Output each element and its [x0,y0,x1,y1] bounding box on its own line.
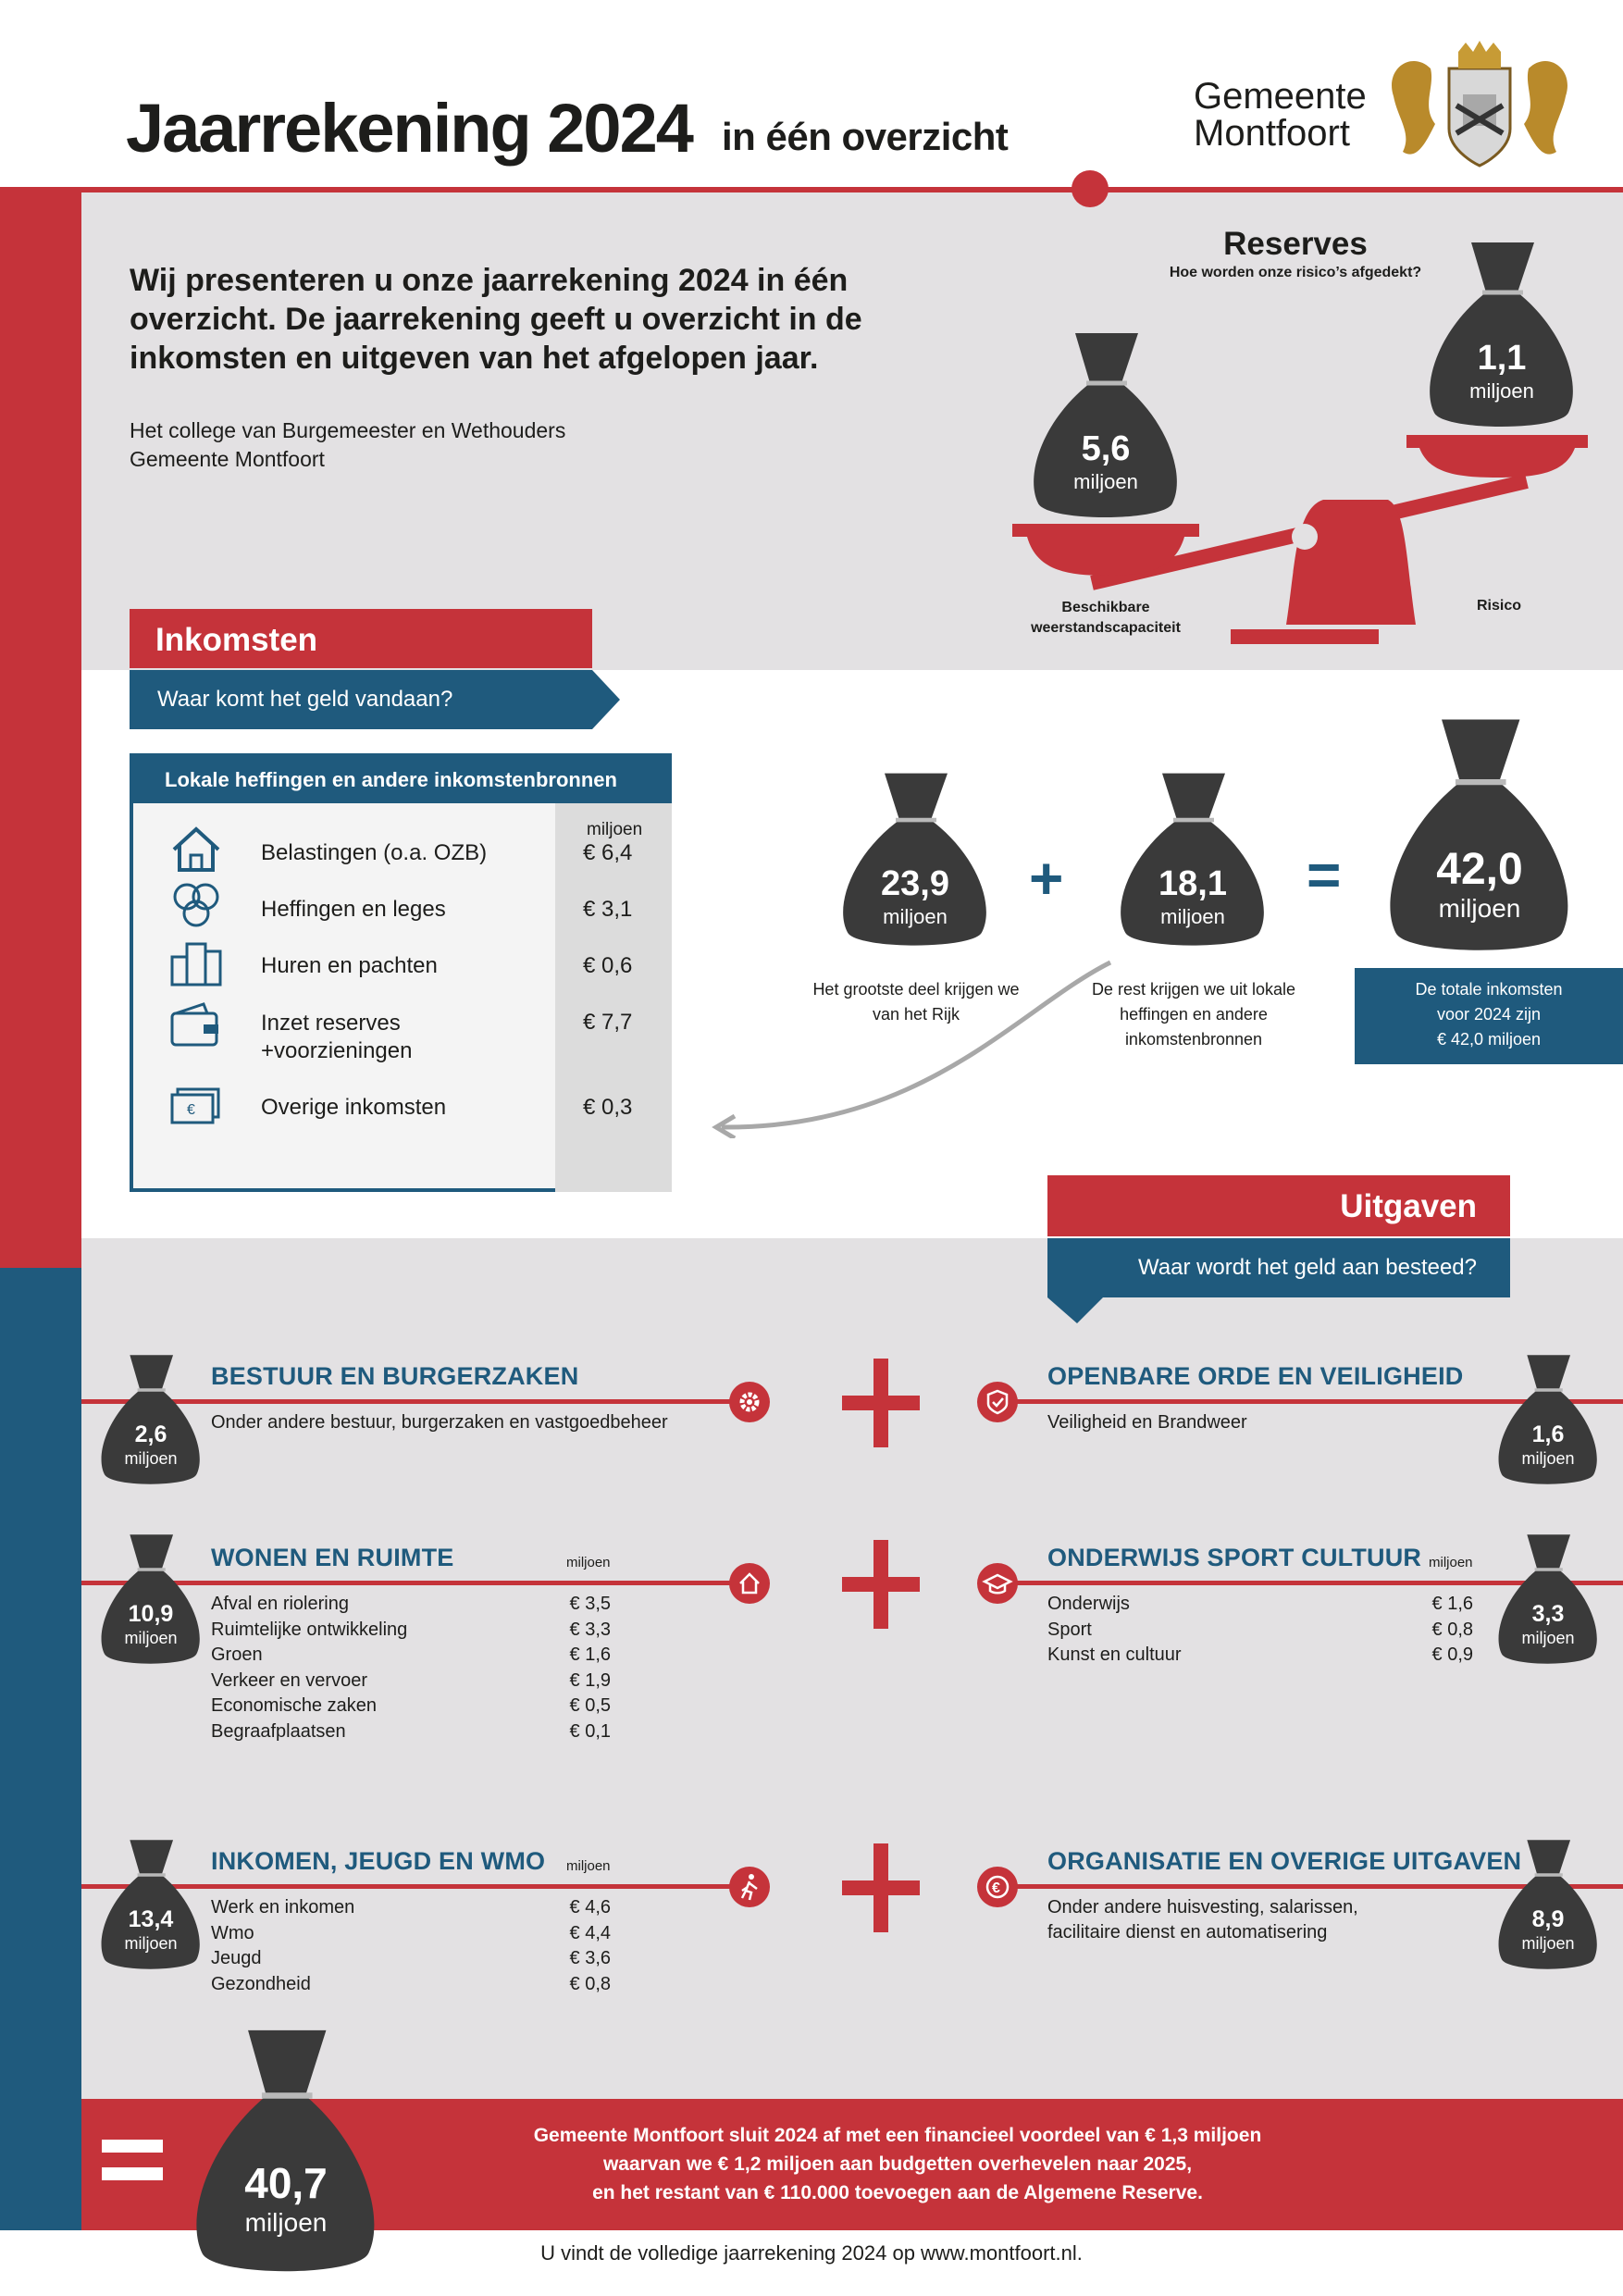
buildings-icon [167,938,226,987]
expense-bag-wonen [98,1531,204,1669]
income-value: € 0,6 [583,953,633,978]
bag-value: 3,3 [1531,1601,1565,1627]
bag-unit: miljoen [124,1934,178,1953]
list-item: Jeugd € 3,6 [211,1948,611,1968]
coat-of-arms-logo [1384,41,1575,176]
income-lokaal-caption: De rest krijgen we uit lokale heffingen en andere inkomstenbronnen [1091,980,1296,1049]
intro-signature [130,416,565,474]
list-item: Verkeer en vervoer € 1,9 [211,1669,611,1691]
list-item: Afval en riolering € 3,5 [211,1594,611,1614]
intro-lead: Wij presenteren u onze jaarrekening 2024 in één overzicht. De jaarrekening geeft u overzicht in de inkomsten en uitgeven van het afgelopen jaar. [130,263,862,376]
summary-line-1: Gemeente Montfoort sluit 2024 af met een financieel voordeel van € 1,3 miljoen [533,2125,1262,2146]
bag-value: 8,9 [1531,1906,1565,1932]
income-bag-rijk [838,768,992,953]
block-title-inkomen: INKOMEN, JEUGD EN WMO [211,1847,546,1875]
income-label: Belastingen (o.a. OZB) [261,840,488,865]
plus-sign [842,1577,920,1592]
income-value: € 6,4 [583,840,633,865]
bag-unit: miljoen [1521,1449,1575,1468]
income-row [163,940,644,997]
coins-icon [167,882,226,930]
footer-text: U vindt de volledige jaarrekening 2024 op www.montfoort.nl. [540,2241,1083,2265]
house-icon [167,825,226,874]
income-total-caption-box [1355,968,1623,1064]
block-title-bestuur: BESTUUR EN BURGERZAKEN [211,1362,579,1390]
summary-text [389,2121,1406,2207]
block-unit-inkomen: miljoen [566,1858,611,1874]
income-row [163,827,644,884]
list-item: Onderwijs € 1,6 [1047,1594,1473,1614]
left-red-band [0,187,81,1268]
income-equals: = [1307,841,1342,908]
graduation-cap-icon [977,1563,1018,1604]
block-list-onderwijs [1047,1592,1473,1669]
income-plus: + [1029,845,1064,912]
income-bag-lokaal [1116,768,1270,953]
income-total-value: 42,0 [1436,845,1523,894]
income-label: Overige inkomsten [261,1095,447,1120]
bag-value: 13,4 [128,1906,174,1932]
reserve-bag-right [1425,237,1579,435]
logo-text [1194,78,1367,152]
list-item: Begraafplaatsen € 0,1 [211,1720,611,1742]
list-item: Sport € 0,8 [1047,1619,1473,1640]
income-lokaal-unit: miljoen [1160,905,1225,928]
euro-icon [977,1867,1018,1907]
income-row [163,1082,644,1138]
block-unit-wonen: miljoen [566,1555,611,1570]
plus-sign [842,1880,920,1895]
income-rows [163,827,644,1138]
block-desc-bestuur: Onder andere bestuur, burgerzaken en vastgoedbeheer [211,1412,668,1433]
block-unit-onderwijs: miljoen [1429,1555,1473,1570]
signature-line-2: Gemeente Montfoort [130,447,325,471]
expense-bag-veiligheid [1495,1351,1601,1490]
expense-bag-inkomen [98,1836,204,1975]
income-unit-header: miljoen [587,820,643,839]
bag-value: 2,6 [134,1421,167,1447]
total-caption-3: € 42,0 miljoen [1436,1030,1542,1049]
list-item: Wmo € 4,4 [211,1922,611,1943]
block-list-inkomen [211,1895,611,1997]
summary-line-3: en het restant van € 110.000 toevoegen aan de Algemene Reserve. [592,2182,1203,2203]
reserve-left-label [1009,598,1203,639]
left-blue-band [0,1268,81,2230]
reserve-bag-left [1029,328,1183,526]
block-desc-veiligheid: Veiligheid en Brandweer [1047,1412,1247,1433]
income-bag-total [1384,713,1575,961]
page-subtitle: in één overzicht [722,115,1009,158]
block-desc-organisatie: Onder andere huisvesting, salarissen, facilitaire dienst en automatisering [1047,1897,1358,1942]
summary-total-unit: miljoen [244,2208,328,2237]
reserves-title: Reserves [1223,226,1368,262]
logo-line-1: Gemeente [1194,76,1367,117]
list-item: Gezondheid € 0,8 [211,1973,611,1994]
walking-person-icon [729,1867,770,1907]
income-label: Heffingen en leges [261,897,446,922]
bag-unit: miljoen [1521,1629,1575,1647]
income-value: € 0,3 [583,1095,633,1120]
gear-icon [729,1382,770,1422]
income-lokaal-value: 18,1 [1158,864,1227,903]
uitgaven-title: Uitgaven [1340,1188,1477,1224]
banknotes-icon [167,1080,226,1128]
income-value: € 7,7 [583,1010,633,1035]
bag-unit: miljoen [124,1629,178,1647]
block-title-organisatie: ORGANISATIE EN OVERIGE UITGAVEN [1047,1847,1522,1875]
income-row [163,997,644,1082]
plus-sign [842,1396,920,1410]
reserve-left-label-2: weerstandscapaciteit [1031,620,1181,636]
top-red-rule [0,187,1623,192]
income-rijk-value: 23,9 [881,864,949,903]
block-title-onderwijs: ONDERWIJS SPORT CULTUUR [1047,1544,1422,1571]
header-circle [1072,170,1109,207]
reserve-left-unit: miljoen [1073,470,1138,493]
house-icon [729,1563,770,1604]
reserve-left-label-1: Beschikbare [1061,600,1150,615]
list-item: Ruimtelijke ontwikkeling € 3,3 [211,1619,611,1640]
summary-total-value: 40,7 [244,2159,328,2207]
block-list-wonen [211,1592,611,1744]
bag-unit: miljoen [1521,1934,1575,1953]
total-caption-2: voor 2024 zijn [1436,1005,1542,1024]
summary-equals [102,2140,163,2180]
uitgaven-subtitle: Waar wordt het geld aan besteed? [1137,1255,1477,1280]
curved-arrow [703,953,1129,1138]
inkomsten-subtitle: Waar komt het geld vandaan? [157,687,453,712]
svg-text:€: € [187,1102,195,1118]
bag-value: 1,6 [1531,1421,1565,1447]
bag-value: 10,9 [128,1601,174,1627]
income-total-unit: miljoen [1438,894,1521,923]
reserve-right-label: Risico [1476,598,1521,614]
bag-unit: miljoen [124,1449,178,1468]
page-title: Jaarrekening 2024 [126,90,692,167]
expense-bag-bestuur [98,1351,204,1490]
income-rijk-unit: miljoen [883,905,948,928]
list-item: Groen € 1,6 [211,1644,611,1665]
income-label: Inzet reserves +voorzieningen [261,1011,413,1063]
income-rijk-caption: Het grootste deel krijgen we van het Rijk [812,980,1020,1024]
svg-text:€: € [992,1880,1000,1896]
total-caption-1: De totale inkomsten [1415,980,1563,999]
income-table-header: Lokale heffingen en andere inkomstenbronnen [133,757,668,803]
income-value: € 3,1 [583,897,633,922]
expense-bag-onderwijs [1495,1531,1601,1669]
wallet-icon [167,1000,226,1049]
list-item: Werk en inkomen € 4,6 [211,1897,611,1917]
reserve-right-unit: miljoen [1469,379,1534,403]
uitgaven-subtitle-box [1047,1238,1510,1327]
inkomsten-title: Inkomsten [155,622,318,658]
reserve-right-value: 1,1 [1477,339,1527,378]
list-item: Economische zaken € 0,5 [211,1695,611,1716]
reserve-left-value: 5,6 [1081,429,1131,468]
logo-line-2: Montfoort [1194,113,1350,154]
summary-line-2: waarvan we € 1,2 miljoen aan budgetten overhevelen naar 2025, [602,2153,1193,2175]
list-item: Kunst en cultuur € 0,9 [1047,1644,1473,1665]
shield-check-icon [977,1382,1018,1422]
reserves-subtitle: Hoe worden onze risico’s afgedekt? [1169,265,1422,280]
income-label: Huren en pachten [261,953,438,978]
block-title-veiligheid: OPENBARE ORDE EN VEILIGHEID [1047,1362,1464,1390]
income-row [163,884,644,940]
block-title-wonen: WONEN EN RUIMTE [211,1544,454,1571]
signature-line-1: Het college van Burgemeester en Wethouders [130,418,566,442]
